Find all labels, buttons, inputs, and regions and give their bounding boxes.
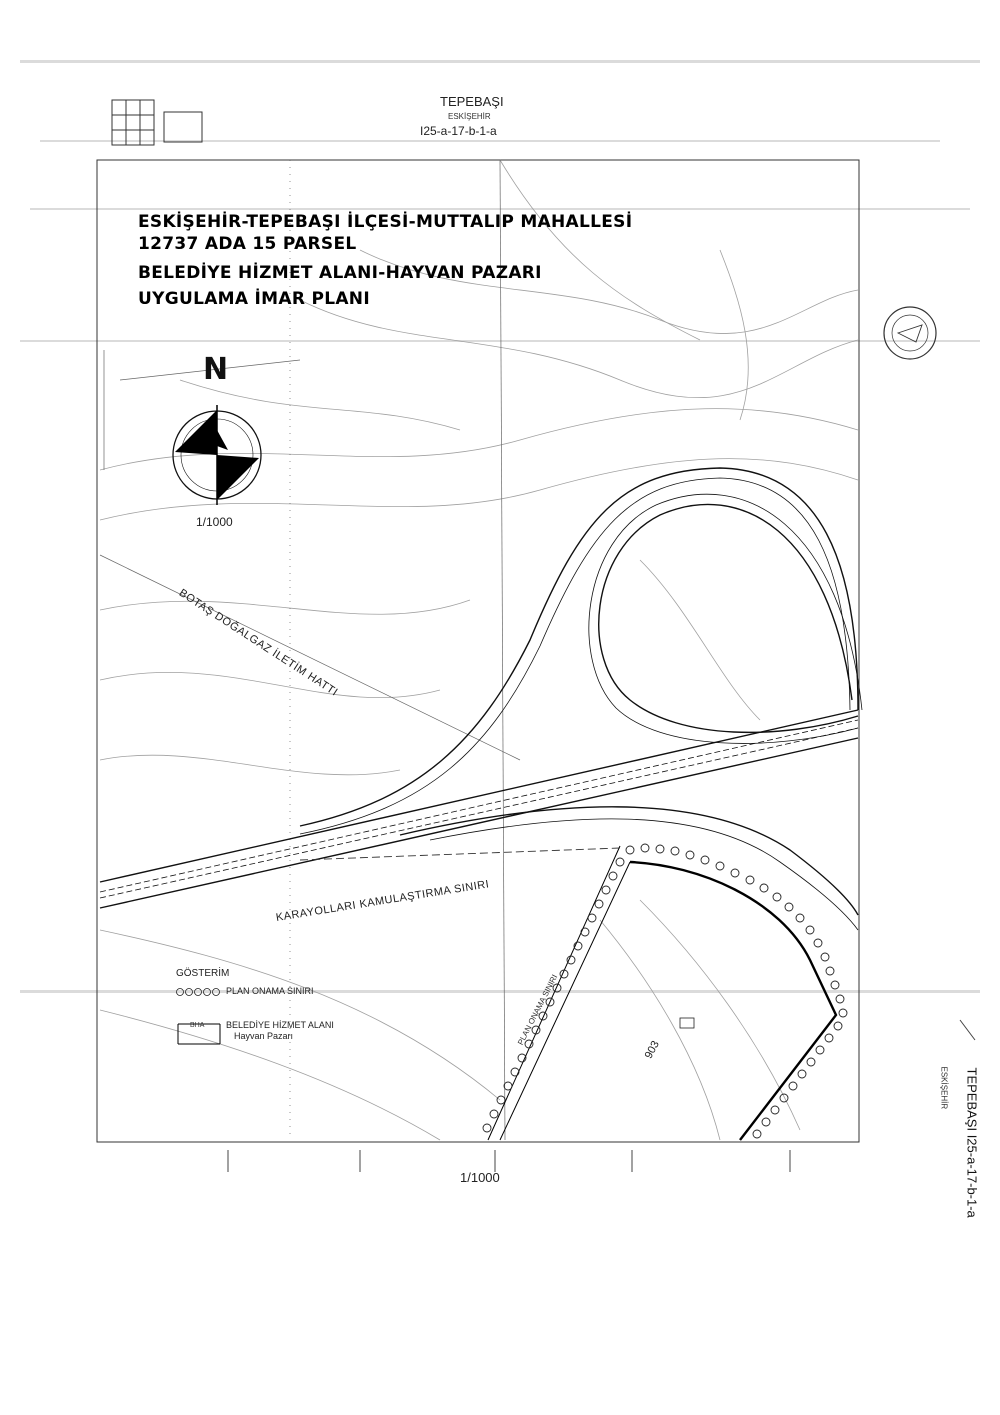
legend-area-code: BHA bbox=[190, 1022, 205, 1029]
north-letter: N bbox=[203, 352, 229, 387]
expropriation-label: KARAYOLLARI KAMULAŞTIRMA SINIRI bbox=[275, 878, 491, 924]
title-line-2: 12737 ADA 15 PARSEL bbox=[138, 234, 357, 254]
title-line-3: BELEDİYE HİZMET ALANI-HAYVAN PAZARI bbox=[138, 263, 542, 283]
parcel-number: 903 bbox=[642, 1038, 662, 1061]
legend-area-label-1: BELEDİYE HİZMET ALANI bbox=[226, 1020, 334, 1030]
sheet-code: I25-a-17-b-1-a bbox=[420, 124, 497, 138]
footer-scale: 1/1000 bbox=[460, 1170, 500, 1185]
north-arrow-icon bbox=[173, 405, 261, 505]
side-sheet-label: TEPEBAŞI I25-a-17-b-1-a bbox=[964, 1067, 980, 1218]
index-grid bbox=[112, 100, 202, 145]
legend-heading: GÖSTERİM bbox=[176, 968, 230, 979]
interchange-ramps bbox=[100, 468, 862, 930]
side-sheet-city: ESKİŞEHİR bbox=[939, 1066, 949, 1110]
plan-boundary-rotated-label: PLAN ONAMA SINIRI bbox=[515, 973, 560, 1047]
grid-ticks bbox=[228, 1150, 790, 1172]
title-line-1: ESKİŞEHİR-TEPEBAŞI İLÇESİ-MUTTALIP MAHALLESİ bbox=[138, 212, 633, 232]
municipal-seal-icon bbox=[884, 307, 936, 359]
north-scale: 1/1000 bbox=[196, 515, 233, 529]
building-marker bbox=[680, 1018, 694, 1028]
legend-boundary-label: PLAN ONAMA SINIRI bbox=[226, 986, 314, 996]
title-line-4: UYGULAMA İMAR PLANI bbox=[138, 289, 370, 309]
pipeline-label: BOTAŞ DOĞALGAZ İLETİM HATTI bbox=[176, 586, 340, 699]
legend-area-label-2: Hayvan Pazarı bbox=[234, 1031, 294, 1041]
expropriation-line bbox=[300, 848, 620, 860]
corner-mark bbox=[960, 1020, 975, 1040]
sheet-city: ESKİŞEHİR bbox=[448, 112, 491, 121]
sheet-district: TEPEBAŞI bbox=[440, 94, 504, 109]
